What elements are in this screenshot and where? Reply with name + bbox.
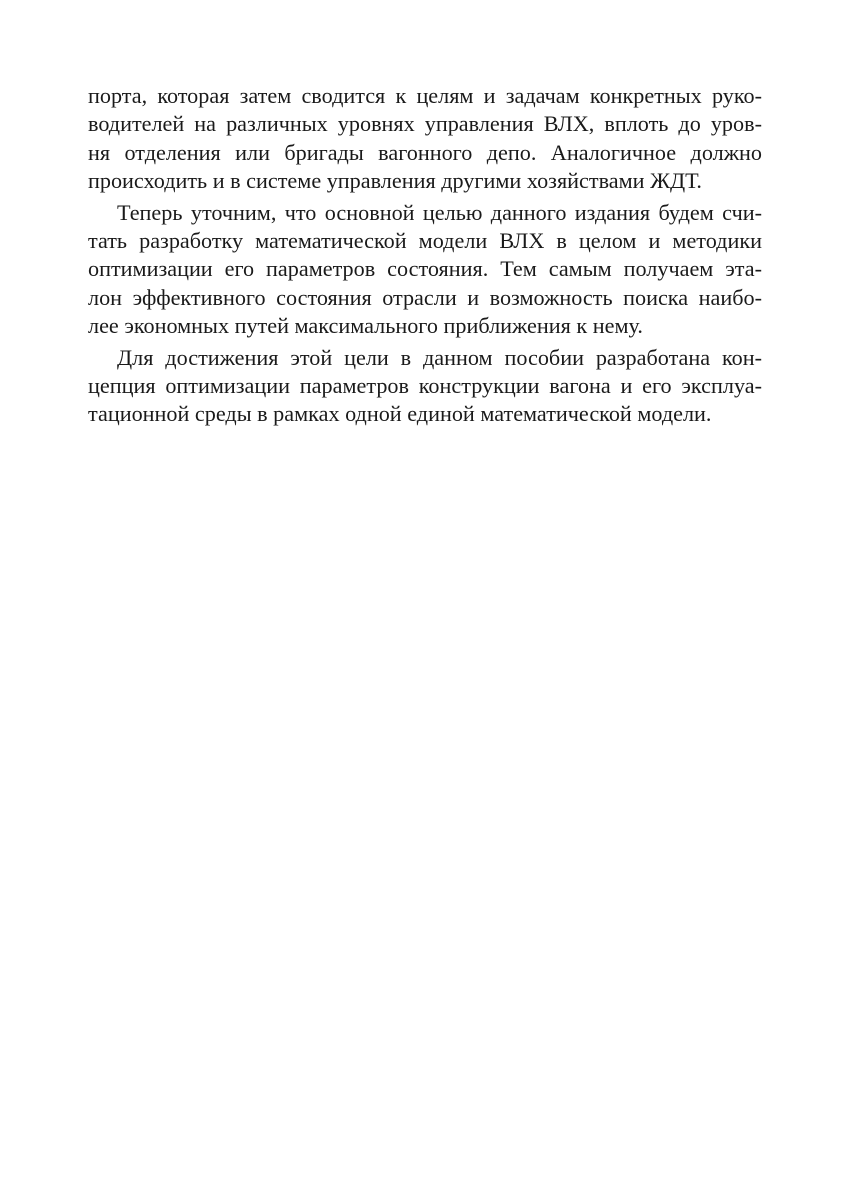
paragraph-1 bbox=[88, 82, 762, 196]
text-line: лее экономных путей максимального приближения к нему. bbox=[88, 313, 643, 339]
text-line: Для достижения этой цели в данном пособии разработана кон- bbox=[117, 344, 762, 370]
text-line: водителей на различных уровнях управления ВЛХ, вплоть до уров- bbox=[88, 111, 762, 137]
paragraph-3 bbox=[88, 344, 762, 429]
document-page bbox=[88, 82, 762, 432]
text-line: порта, которая затем сводится к целям и задачам конкретных руко- bbox=[88, 83, 762, 108]
paragraph-2 bbox=[88, 199, 762, 341]
text-line: тационной среды в рамках одной единой математической модели. bbox=[88, 401, 712, 427]
text-line: тать разработку математической модели ВЛХ в целом и методики bbox=[88, 228, 762, 254]
text-line: происходить и в системе управления другими хозяйствами ЖДТ. bbox=[88, 168, 702, 194]
text-line: Теперь уточним, что основной целью данного издания будем счи- bbox=[117, 199, 762, 225]
text-line: цепция оптимизации параметров конструкции вагона и его эксплуа- bbox=[88, 373, 762, 399]
text-line: лон эффективного состояния отрасли и возможность поиска наибо- bbox=[88, 284, 762, 310]
text-line: оптимизации его параметров состояния. Тем самым получаем эта- bbox=[88, 256, 762, 282]
text-line: ня отделения или бригады вагонного депо. Аналогичное должно bbox=[88, 139, 762, 165]
